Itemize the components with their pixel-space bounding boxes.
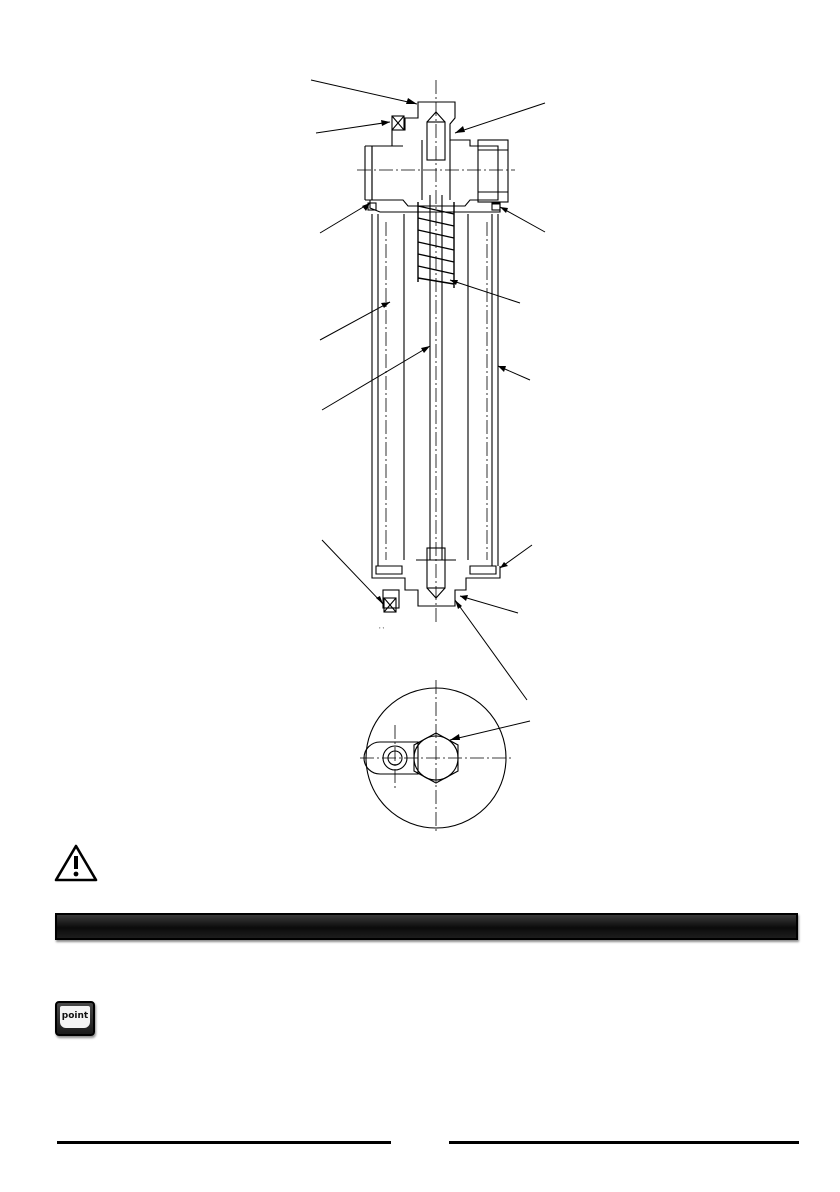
footer-rule-left xyxy=(57,1141,391,1144)
small-mark: , , xyxy=(379,624,385,630)
section-header-bar xyxy=(55,913,798,940)
point-label: point xyxy=(61,1011,89,1021)
point-book-icon xyxy=(55,1001,95,1036)
housing-tube xyxy=(372,214,498,566)
center-lines xyxy=(357,80,515,832)
warning-triangle-icon xyxy=(54,844,98,882)
drain-valve-bottom xyxy=(383,590,399,612)
vent-valve-top xyxy=(392,116,404,130)
point-book-page xyxy=(60,1006,90,1028)
leader-lines xyxy=(311,80,545,740)
top-head xyxy=(365,102,508,212)
footer-rule-right xyxy=(449,1141,799,1144)
